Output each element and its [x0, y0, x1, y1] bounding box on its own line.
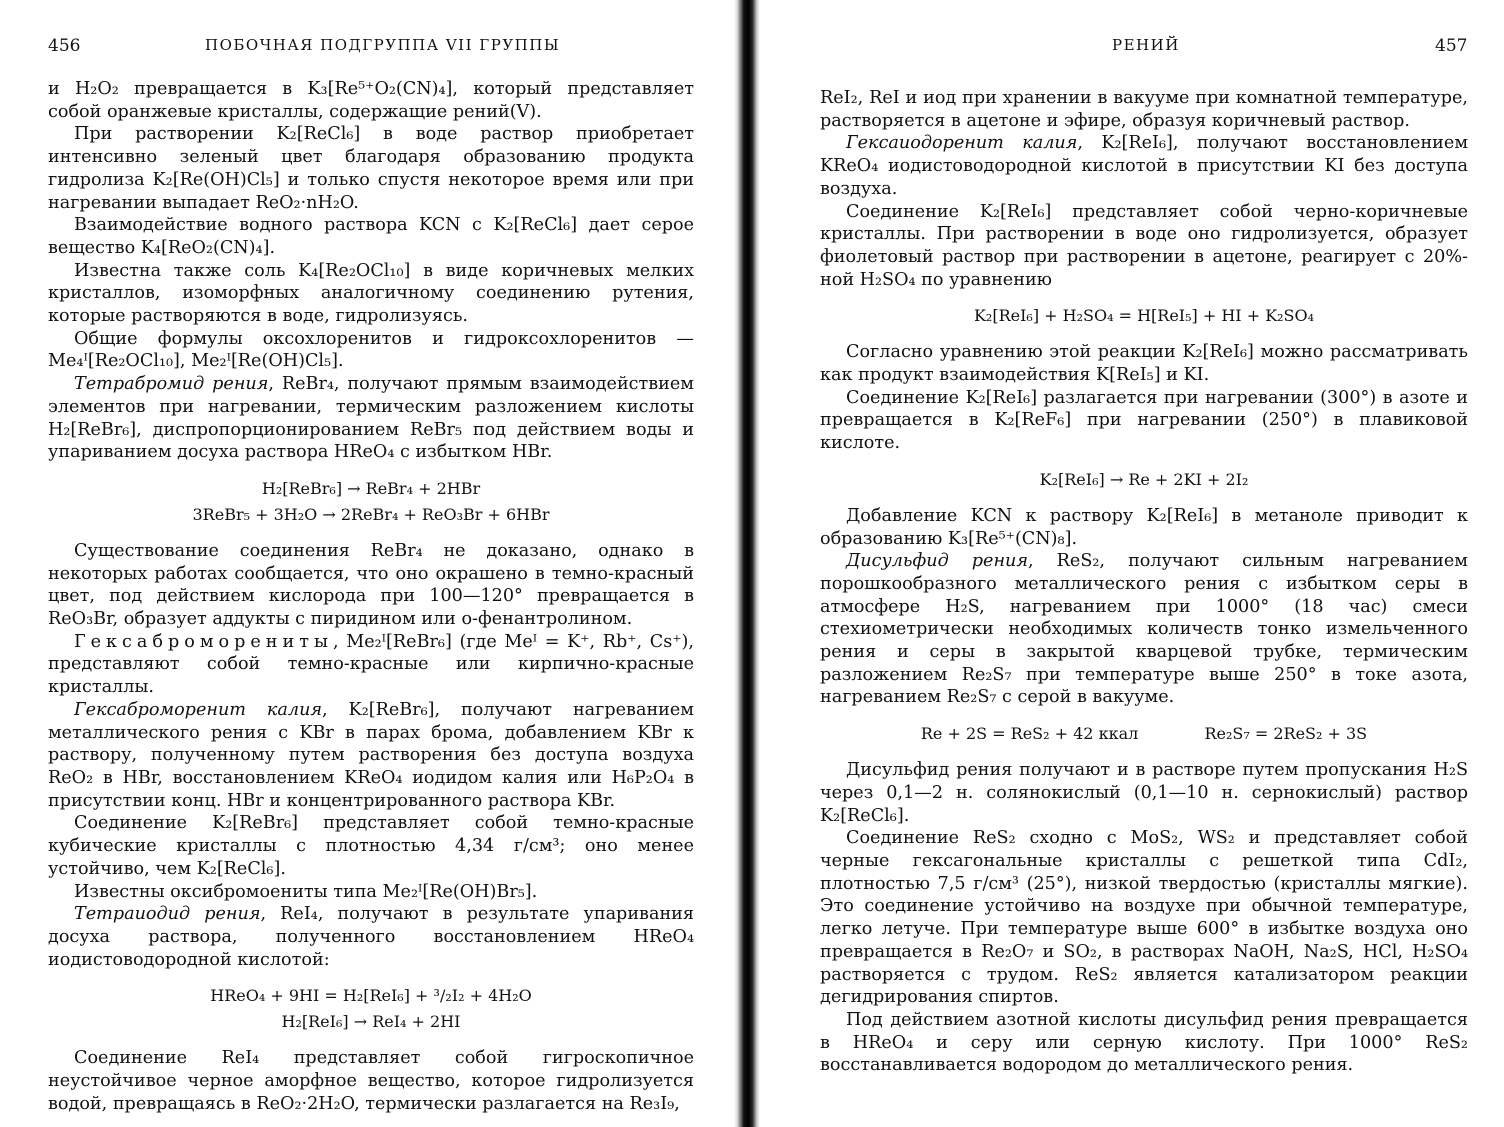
paragraph: Соединение K₂[ReI₆] разлагается при нагревании (300°) в азоте и превращается в K₂[ReF₆] при нагревании (250°) в плавиковой кислоте.	[820, 387, 1468, 454]
equation: K₂[ReI₆] → Re + 2KI + 2I₂	[1039, 469, 1249, 489]
paragraph: Соединение K₂[ReBr₆] представляет собой темно-красные кубические кристаллы с плотностью 4,34 г/см³; оно менее устойчиво, чем K₂[ReCl₆].	[48, 813, 694, 879]
paragraph: При растворении K₂[ReCl₆] в воде раствор приобретает интенсивно зеленый цвет благодаря образованию продукта гидролиза K₂[Re(OH)Cl₅] и только спустя некоторое время или при нагревании выпадает ReO₂·nH₂O.	[48, 124, 694, 213]
paragraph: Гексабромоpенит калия, K₂[ReBr₆], получают нагреванием металлического рения с KBr в парах брома, добавлением KBr к раствору, полученному путем растворения без доступа воздуха ReO₂ в HBr, восстановлением KReO₄ иодидом калия или H₆P₂O₄ в присутствии конц. HBr и концентрированного раствора KBr.	[48, 699, 694, 811]
right-text-column	[820, 87, 1468, 1077]
paragraph: Гексаиодоренит калия, K₂[ReI₆], получают восстановлением KReO₄ иодистоводородной кислотой в присутствии KI без доступа воздуха.	[820, 133, 1469, 199]
paragraph: Известна также соль K₄[Re₂OCl₁₀] в виде коричневых мелких кристаллов, изоморфных аналогичному соединению рутения, которые растворяются в воде, гидролизуясь.	[48, 260, 694, 327]
paragraph: Соединение ReI₄ представляет собой гигроскопичное неустойчивое черное аморфное вещество, которое гидролизуется водой, превращаясь в ReO₂·2H₂O, термически разлагается на Re₃I₉,	[48, 1048, 694, 1114]
paragraph: Дисульфид рения, ReS₂, получают сильным нагреванием порошкообразного металлического рения с избытком серы в атмосфере H₂S, нагреванием при 1000° (18 час) смеси стехиометрически необходимых количеств тонко измельченного рения и серы в закрытой кварцевой трубке, термическим разложением Re₂S₇ при температуре выше 250° в токе азота, нагреванием Re₂S₇ с серой в вакууме.	[820, 551, 1468, 708]
paragraph: Гексабромоpениты, Me₂ᴵ[ReBr₆] (где Meᴵ = K⁺, Rb⁺, Cs⁺), представляют собой темно-красные или кирпично-красные кристаллы.	[48, 631, 694, 698]
running-head: РЕНИЙ	[1112, 36, 1180, 54]
equation: Re + 2S = ReS₂ + 42 ккал	[920, 724, 1139, 744]
equation: Re₂S₇ = 2ReS₂ + 3S	[1204, 724, 1368, 744]
paragraph: Добавление KCN к раствору K₂[ReI₆] в метаноле приводит к образованию K₃[Re⁵⁺(CN)₈].	[820, 505, 1468, 549]
paragraph: Соединение K₂[ReI₆] представляет собой черно-коричневые кристаллы. При растворении в воде оно гидролизуется, образует фиолетовый раствор при растворении в ацетоне, реагирует с 20%-ной H₂SO₄ по уравнению	[820, 201, 1468, 290]
equation: H₂[ReI₆] → ReI₄ + 2HI	[281, 1012, 461, 1032]
equation: 3ReBr₅ + 3H₂O → 2ReBr₄ + ReO₃Br + 6HBr	[192, 504, 550, 524]
term: Гексабромоpенит калия	[74, 699, 323, 720]
paragraph: Дисульфид рения получают и в растворе путем пропускания H₂S через 0,1—2 н. солянокислый (0,1—10 н. сернокислый) раствор K₂[ReCl₆].	[820, 760, 1468, 826]
paragraph: Общие формулы оксохлоренитов и гидроксохлоренитов — Me₄ᴵ[Re₂OCl₁₀], Me₂ᴵ[Re(OH)Cl₅].	[48, 328, 694, 372]
paragraph: Под действием азотной кислоты дисульфид рения превращается в HReO₄ и серу или серную кислоту. При 1000° ReS₂ восстанавливается водородом до металлического рения.	[820, 1009, 1468, 1076]
term: Гексаиодоренит калия	[846, 133, 1078, 154]
running-head: ПОБОЧНАЯ ПОДГРУППА VII ГРУППЫ	[205, 36, 561, 54]
left-page	[0, 0, 730, 1127]
equation	[820, 721, 1468, 747]
equation: K₂[ReI₆] + H₂SO₄ = H[ReI₅] + HI + K₂SO₄	[973, 306, 1315, 326]
paragraph: Соединение ReS₂ сходно с MoS₂, WS₂ и представляет собой черные гексагональные кристаллы с решеткой типа CdI₂, плотностью 7,5 г/см³ (25°), низкой твердостью (кристаллы мягкие). Это соединение устойчиво на воздухе при обычной температуре, легко летуче. При температуре выше 600° в избытке воздуха оно превращается в Re₂O₇ и SO₂, в растворах NaOH, Na₂S, HCl, H₂SO₄ растворяется с трудом. ReS₂ является катализатором реакции дегидрирования спиртов.	[820, 828, 1468, 1008]
paragraph: Тетраиодид рения, ReI₄, получают в результате упаривания досуха раствора, полученного восстановлением HReO₄ иодистоводородной кислотой:	[48, 904, 694, 970]
term: Тетраиодид рения	[74, 904, 261, 925]
term: Тетрабромид рения	[74, 374, 269, 395]
page-number: 456	[48, 36, 81, 56]
left-text-column	[48, 78, 694, 1115]
paragraph: Согласно уравнению этой реакции K₂[ReI₆] можно рассматривать как продукт взаимодействия K[ReI₅] и KI.	[820, 342, 1468, 386]
paragraph: Существование соединения ReBr₄ не доказано, однако в некоторых работах сообщается, что оно окрашено в темно-красный цвет, под действием кислорода при 100—120° превращается в ReO₃Br, образует аддукты с пиридином или о-фенантролином.	[48, 540, 694, 630]
equation: HReO₄ + 9HI = H₂[ReI₆] + ³/₂I₂ + 4H₂O	[210, 986, 532, 1006]
paragraph: Взаимодействие водного раствора KCN с K₂[ReCl₆] дает серое вещество K₄[ReO₂(CN)₄].	[48, 215, 694, 258]
equation: H₂[ReBr₆] → ReBr₄ + 2HBr	[261, 478, 481, 498]
page-number: 457	[1435, 36, 1468, 56]
paragraph: Известны оксибромоениты типа Me₂ᴵ[Re(OH)Br₅].	[74, 881, 538, 902]
right-page	[770, 0, 1504, 1127]
paragraph: Тетрабромид рения, ReBr₄, получают прямым взаимодействием элементов при нагревании, термическим разложением кислоты H₂[ReBr₆], диспропорционированием ReBr₅ под действием воды и упариванием досуха раствора HReO₄ с избытком HBr.	[48, 374, 694, 463]
paragraph: и H₂O₂ превращается в K₃[Re⁵⁺O₂(CN)₄], который представляет собой оранжевые кристаллы, содержащие рений(V).	[48, 79, 694, 122]
book-gutter	[734, 0, 760, 1127]
paragraph: ReI₂, ReI и иод при хранении в вакууме при комнатной температуре, растворяется в ацетоне и эфире, образуя коричневый раствор.	[820, 88, 1468, 131]
term: Дисульфид рения	[846, 551, 1029, 572]
term: Гексабромоpениты	[74, 631, 333, 652]
